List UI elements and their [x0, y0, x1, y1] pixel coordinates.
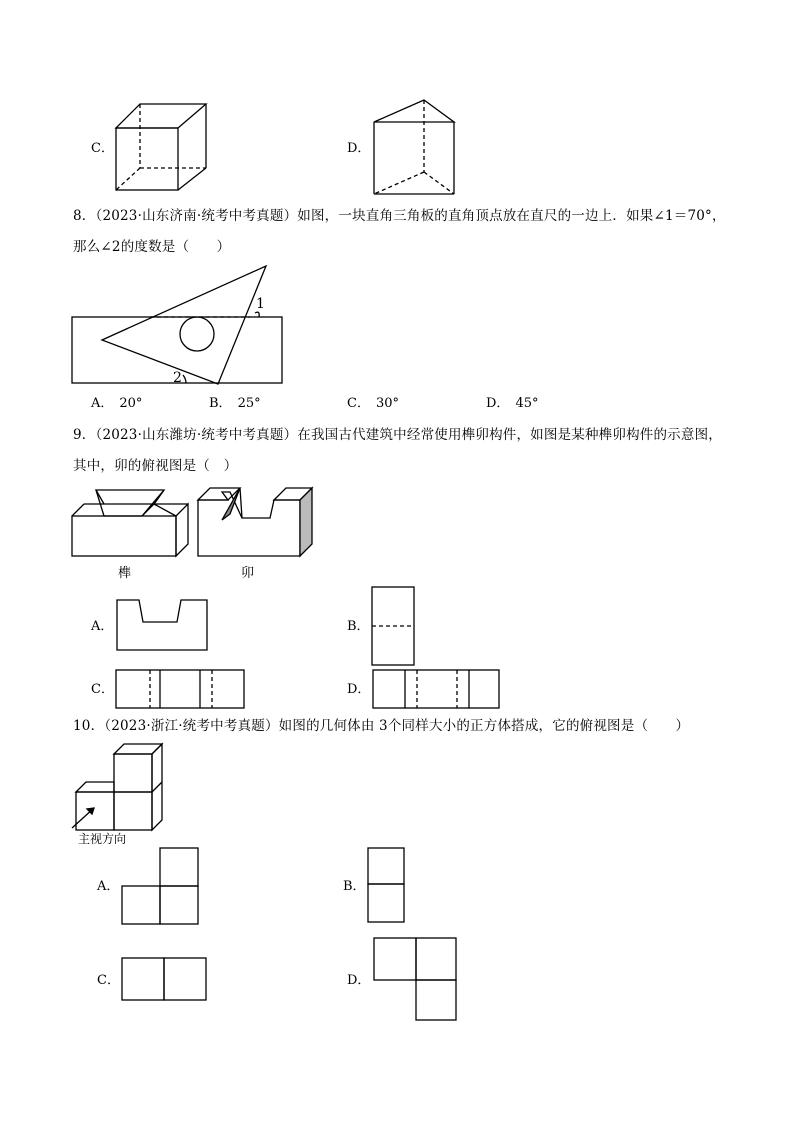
- q9-option-c-figure: [114, 668, 246, 710]
- q9-mortise-label: 卯: [241, 566, 255, 581]
- q8-option-c: [347, 395, 399, 413]
- q9-option-d-figure: [371, 668, 501, 710]
- q8-angle-2-label: 2: [173, 370, 182, 386]
- q10-question-line-1: 10．（2023·浙江·统考中考真题）如图的几何体由 3个同样大小的正方体搭成，它的俯视图是（ ）: [73, 718, 690, 734]
- q8-option-a-letter: A．: [91, 396, 114, 411]
- q10-option-d-label: D．: [347, 973, 371, 988]
- q8-option-b: [209, 395, 261, 413]
- q9-option-a-label: A．: [91, 619, 114, 634]
- q7-option-d-label: D．: [347, 141, 371, 156]
- q8-option-b-letter: B．: [209, 396, 232, 411]
- q9-option-a-figure: [115, 598, 210, 653]
- q8-option-d-value: 45°: [515, 396, 539, 411]
- q8-option-a-value: 20°: [119, 396, 143, 411]
- q10-direction-label: 主视方向: [78, 832, 127, 846]
- q10-option-c-figure: [120, 956, 210, 1002]
- q8-ruler-triangle-figure: [70, 262, 290, 388]
- q7-option-d-prism-figure: [370, 98, 460, 198]
- q10-option-a-figure: [120, 846, 202, 926]
- q10-cubes-figure: [68, 742, 173, 834]
- q7-option-c-cube-figure: [110, 100, 210, 195]
- q10-option-b-label: B．: [343, 879, 366, 894]
- q9-tenon-figure: [70, 486, 192, 561]
- q9-option-d-label: D．: [347, 682, 371, 697]
- q10-option-b-figure: [366, 846, 408, 926]
- q9-option-b-figure: [370, 585, 416, 667]
- q8-option-b-value: 25°: [237, 396, 261, 411]
- q9-question-line-2: 其中，卯的俯视图是（ ）: [73, 458, 238, 474]
- q10-option-a-label: A．: [97, 879, 120, 894]
- q8-angle-1-label: 1: [256, 296, 265, 312]
- q9-option-b-label: B．: [347, 619, 370, 634]
- q8-option-a: [91, 395, 142, 413]
- q8-option-d-letter: D．: [486, 396, 510, 411]
- q8-option-c-letter: C．: [347, 396, 370, 411]
- q9-question-line-1: 9．（2023·山东潍坊·统考中考真题）在我国古代建筑中经常使用榫卯构件，如图是某种榫卯构件的示意图，: [73, 427, 722, 443]
- q8-option-d: [486, 395, 538, 413]
- q9-tenon-label: 榫: [118, 566, 132, 581]
- q10-option-c-label: C．: [97, 973, 120, 988]
- q8-question-line-1: 8．（2023·山东济南·统考中考真题）如图，一块直角三角板的直角顶点放在直尺的一边上．如果∠1＝70°，: [73, 208, 726, 224]
- q9-mortise-figure: [194, 484, 316, 562]
- q10-option-d-figure: [372, 936, 460, 1024]
- q8-question-line-2: 那么∠2的度数是（ ）: [73, 239, 231, 255]
- q8-option-c-value: 30°: [375, 396, 399, 411]
- q9-option-c-label: C．: [91, 682, 114, 697]
- q7-option-c-label: C．: [91, 141, 114, 156]
